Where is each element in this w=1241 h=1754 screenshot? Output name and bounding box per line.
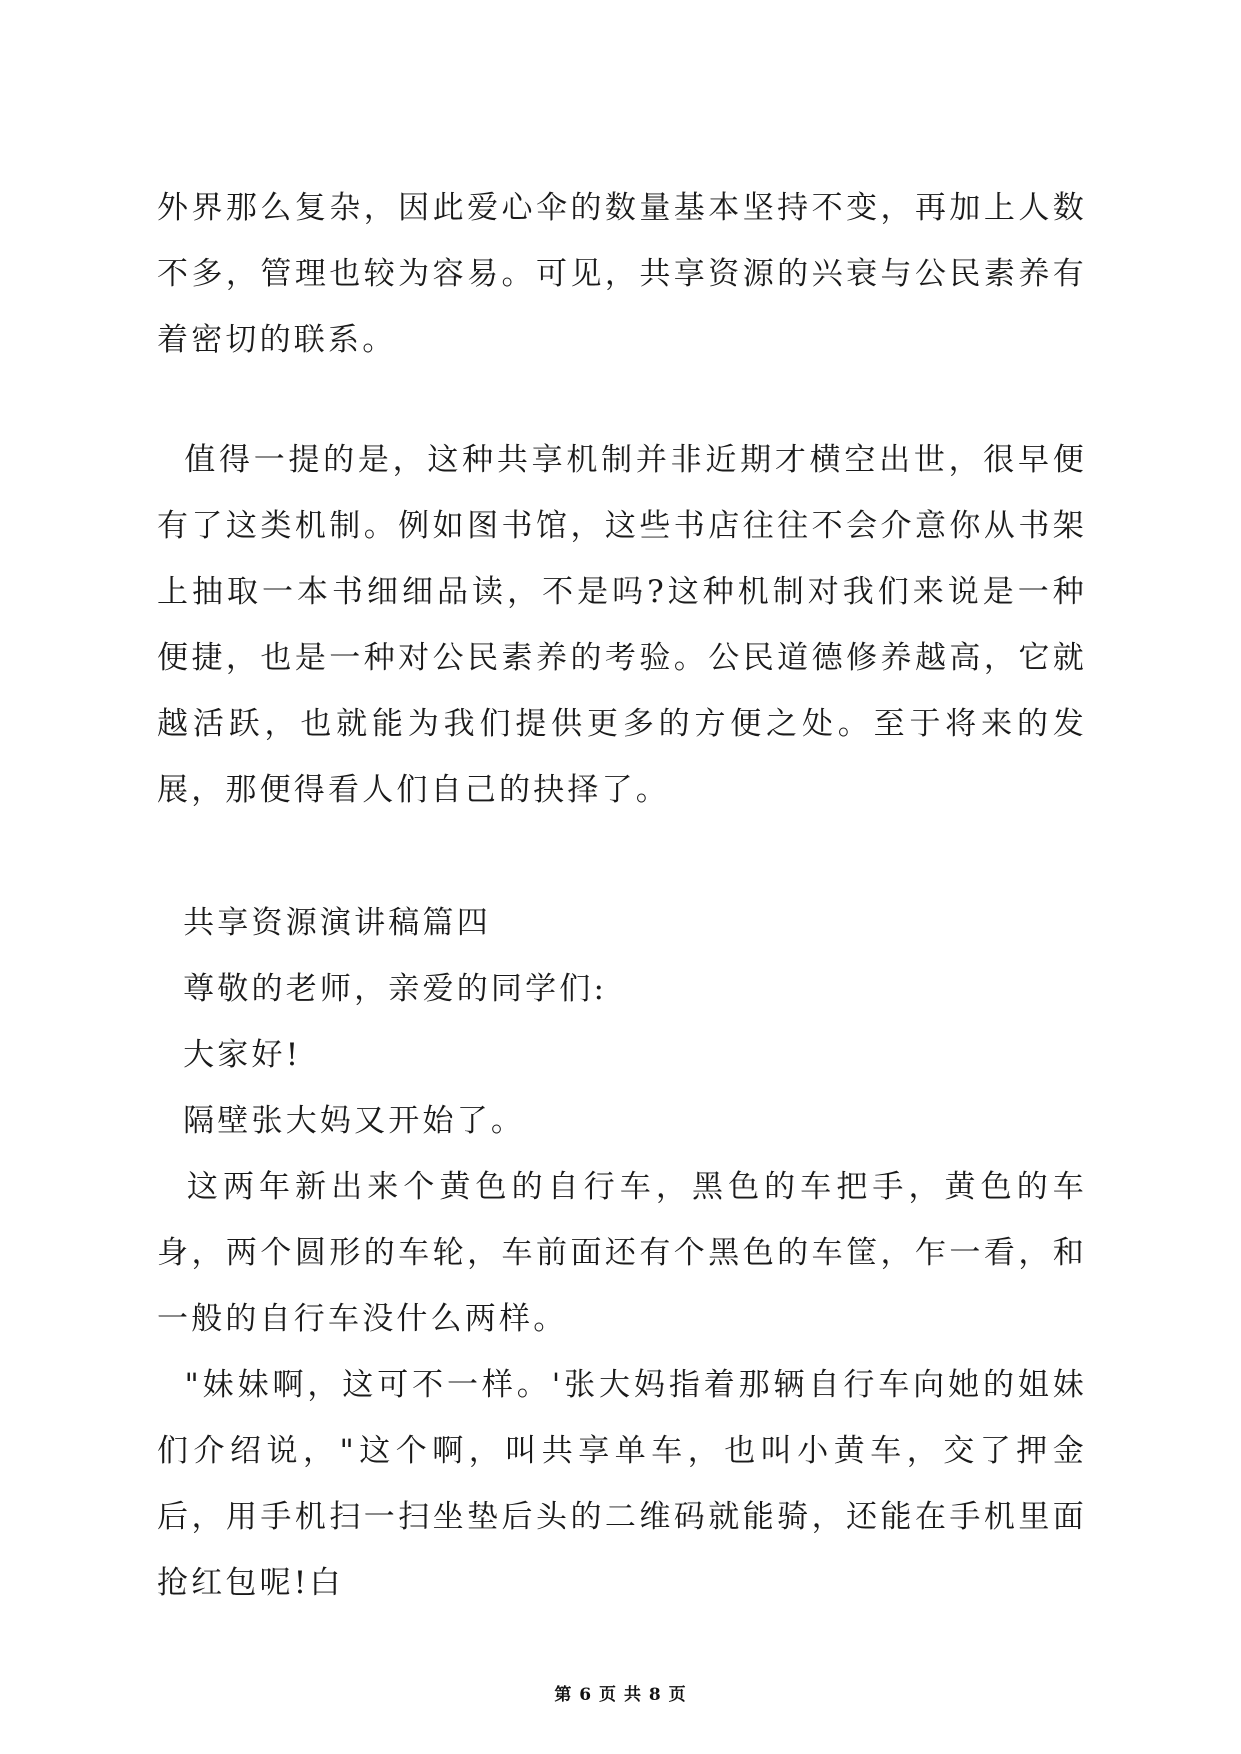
paragraph-yellow-bike: 这两年新出来个黄色的自行车，黑色的车把手，黄色的车身，两个圆形的车轮，车前面还有个黑色的车筐，乍一看，和一般的自行车没什么两样。 bbox=[157, 1169, 1088, 1337]
paragraph-sharing-mechanism: 值得一提的是，这种共享机制并非近期才横空出世，很早便有了这类机制。例如图书馆，这些书店往往不会介意你从书架上抽取一本书细细品读，不是吗?这种机制对我们来说是一种便捷，也是一种对公民素养的考验。公民道德修养越高，它就越活跃，也就能为我们提供更多的方便之处。至于将来的发展，那便得看人们自己的抉择了。 bbox=[157, 442, 1087, 808]
page-number-footer: 第 6 页 共 8 页 bbox=[554, 1685, 687, 1705]
intro-line: 隔壁张大妈又开始了。 bbox=[157, 1103, 526, 1139]
salutation-line: 尊敬的老师，亲爱的同学们: bbox=[157, 971, 608, 1007]
greeting-line: 大家好! bbox=[157, 1037, 302, 1073]
paragraph-shared-bike-intro: "妹妹啊，这可不一样。'张大妈指着那辆自行车向她的姐妹们介绍说，"这个啊，叫共享单车，也叫小黄车，交了押金后，用手机扫一扫坐垫后头的二维码就能骑，还能在手机里面抢红包呢!白 bbox=[157, 1367, 1087, 1601]
paragraph-civic-literacy: 外界那么复杂，因此爱心伞的数量基本坚持不变，再加上人数不多，管理也较为容易。可见，共享资源的兴衰与公民素养有着密切的联系。 bbox=[157, 190, 1087, 358]
section-heading: 共享资源演讲稿篇四 bbox=[157, 905, 491, 941]
